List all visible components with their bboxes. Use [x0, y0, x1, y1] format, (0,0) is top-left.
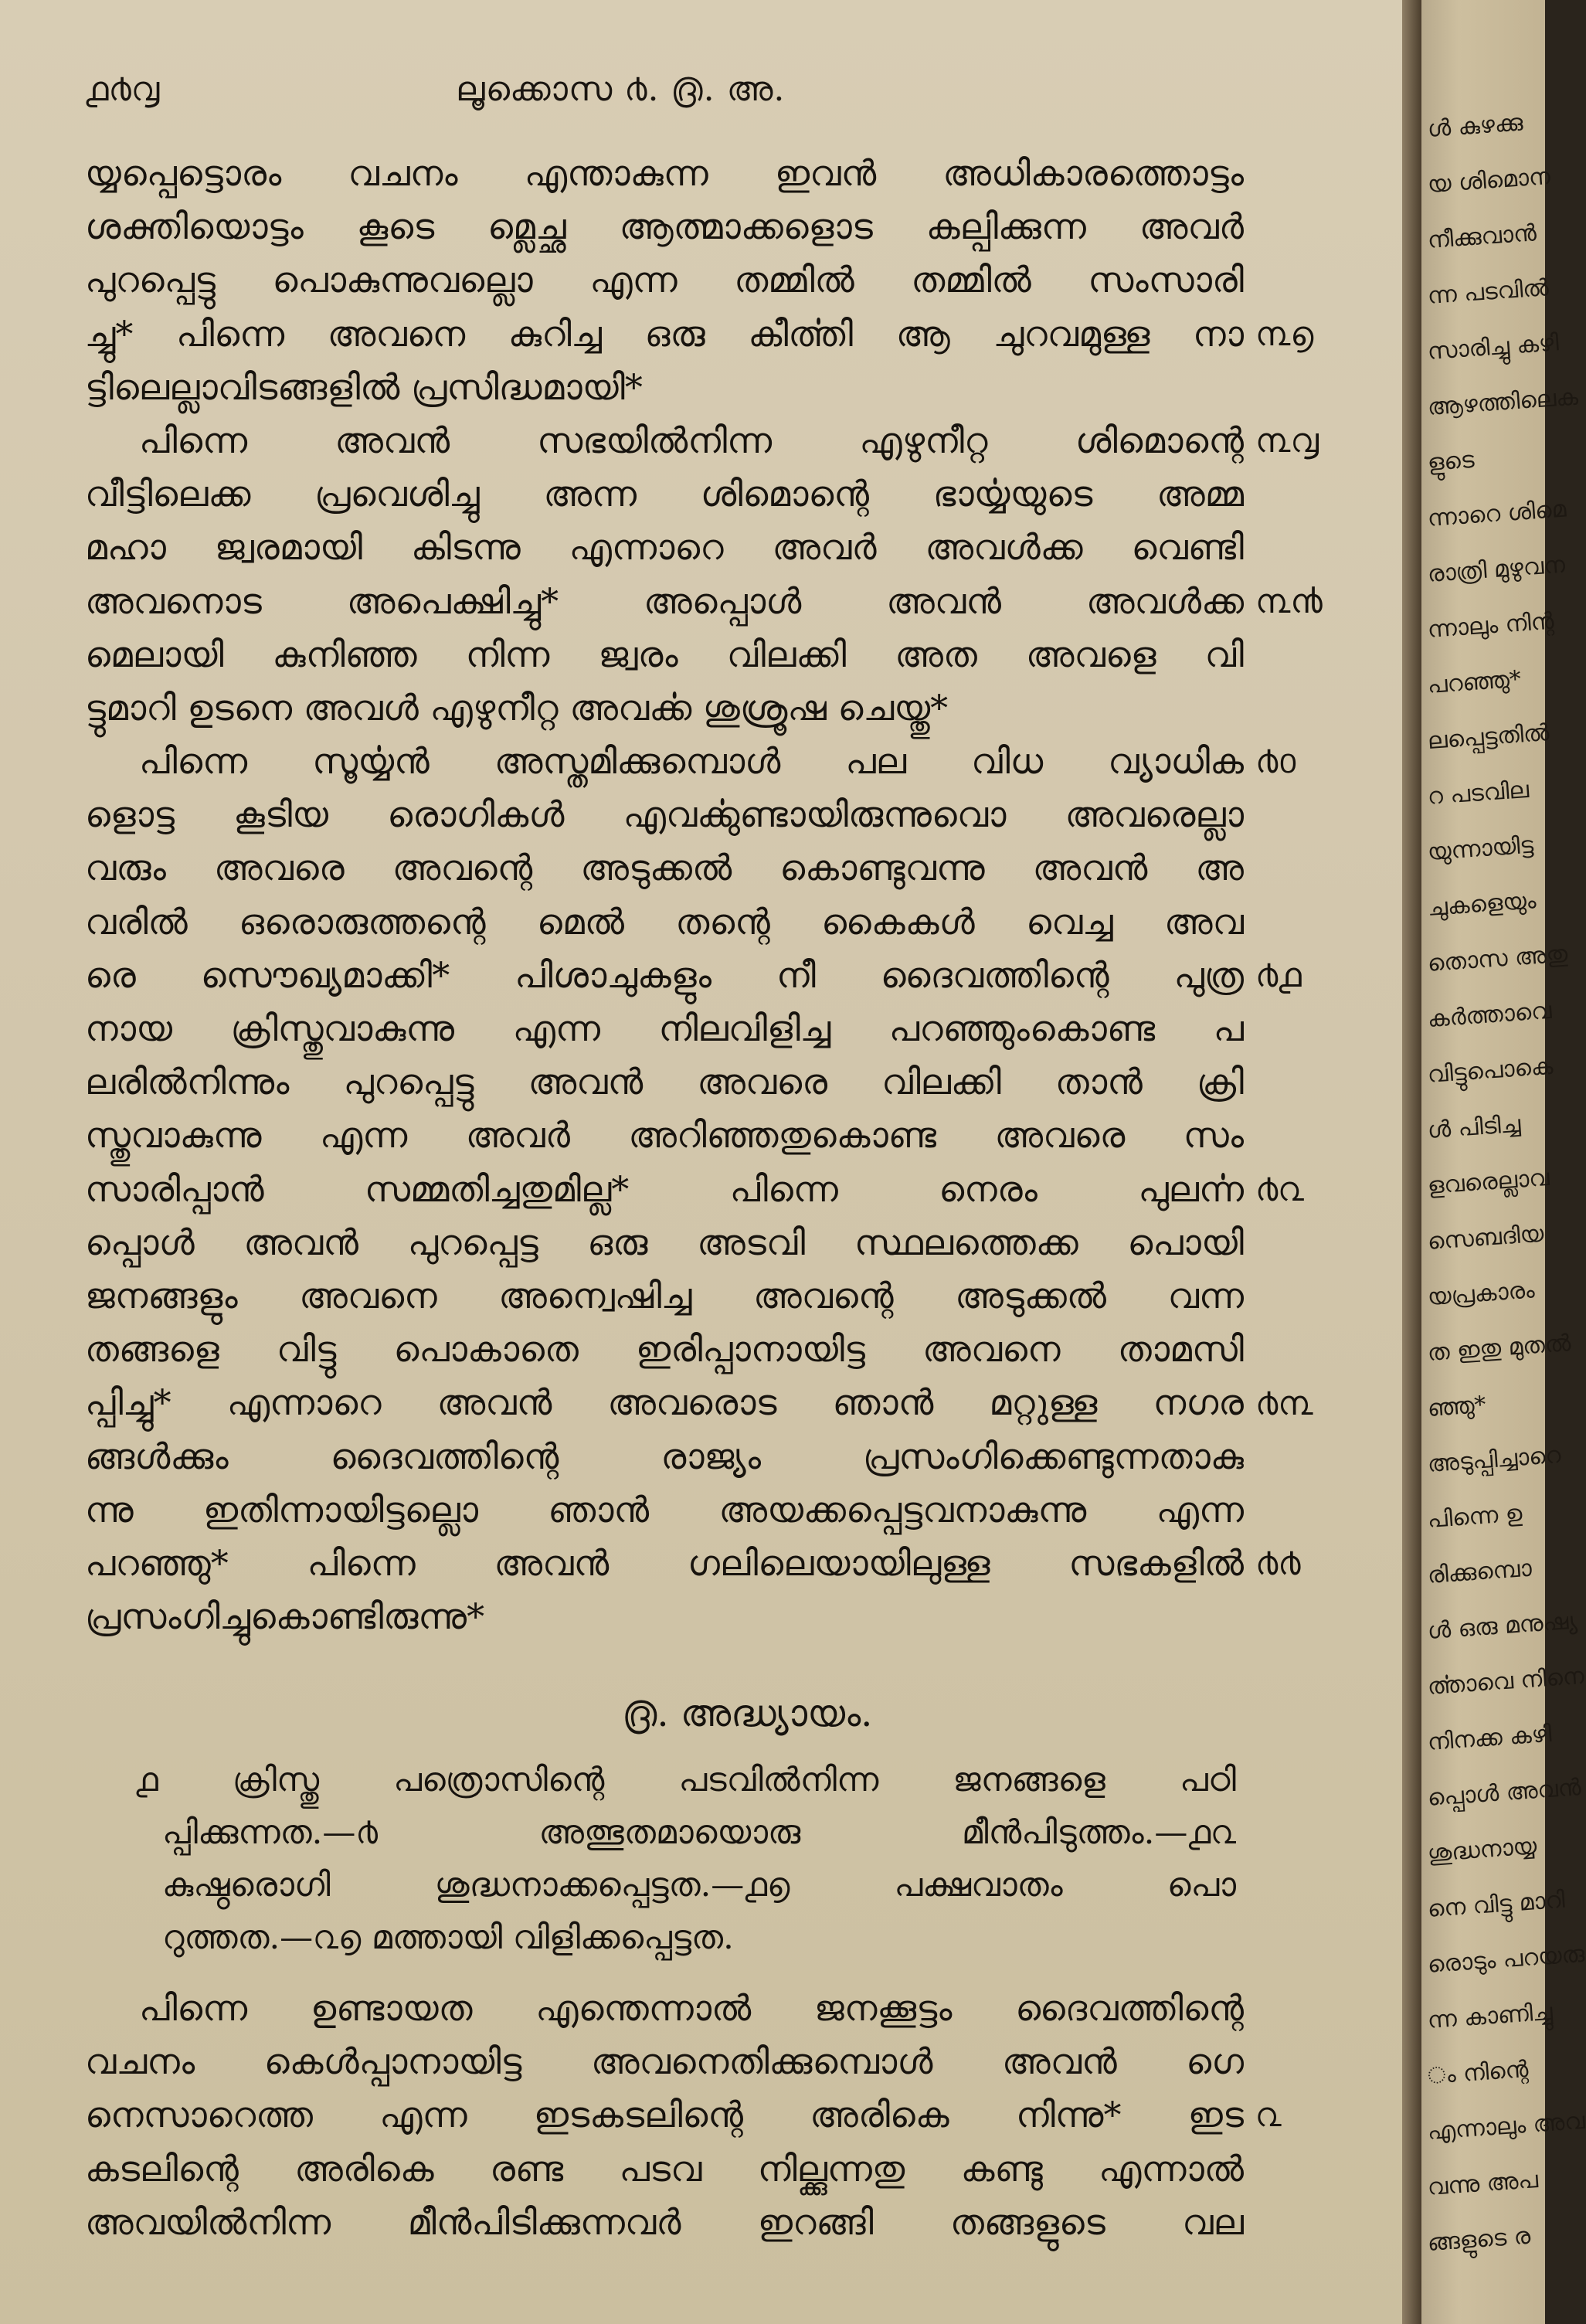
- facing-page-fragment: ന്ന കാണിച്ചു: [1426, 1998, 1554, 2034]
- text-line: ളൊട്ട കൂടിയ രൊഗികൾ എവൎക്കുണ്ടായിരുന്നുവൊ അവരെല്ലാ: [85, 793, 1244, 836]
- facing-page-fragment: സാരിച്ചു കഴി: [1426, 329, 1560, 365]
- text-line: ങ്ങൾക്കും ദൈവത്തിന്റെ രാജ്യം പ്രസംഗിക്കെണ്ടുന്നതാകു: [85, 1435, 1244, 1477]
- facing-page-fragment: ന്നാറെ ശിമെ: [1426, 495, 1567, 532]
- text-line: പ്പിച്ചു* എന്നാറെ അവൻ അവരൊട ഞാൻ മറ്റുള്ള നഗര: [85, 1381, 1244, 1424]
- text-line: വീട്ടിലെക്ക പ്രവെശിച്ചു അന്ന ശിമൊന്റെ ഭാൎയ്യയുടെ അമ്മ: [85, 473, 1244, 515]
- facing-page-fragment: ന്ന പടവിൽ: [1426, 274, 1550, 310]
- summary-line: ൧ ക്രിസ്തു പത്രൊസിന്റെ പടവിൽനിന്ന ജനങ്ങളെ പഠി: [135, 1761, 1236, 1799]
- text-line: ലരിൽനിന്നും പുറപ്പെട്ടു അവൻ അവരെ വിലക്കി താൻ ക്രി: [85, 1061, 1244, 1103]
- facing-page-fragment: ത ഇതു മുതൽ: [1426, 1330, 1572, 1367]
- facing-page-fragment: ൾ കുഴക്കു: [1426, 109, 1524, 143]
- summary-line: റുത്തത.—൨൭ മത്തായി വിളിക്കപ്പെട്ടത.: [162, 1918, 734, 1957]
- text-line: പ്പൊൾ അവൻ പുറപ്പെട്ട ഒരു അടവി സ്ഥലത്തെക്ക പൊയി: [85, 1221, 1244, 1263]
- facing-page-fragment: വന്നു അപ: [1426, 2166, 1540, 2201]
- body-text: [85, 147, 1323, 1643]
- facing-page-fragment: തൊസ അതു: [1426, 940, 1569, 977]
- text-line: ട്ടിലെല്ലാവിടങ്ങളിൽ പ്രസിദ്ധമായി*: [85, 365, 643, 408]
- text-line: പ്രസംഗിച്ചുകൊണ്ടിരുന്നു*: [85, 1595, 485, 1638]
- text-line: പിന്നെ സൂൎയ്യൻ അസ്തമിക്കുമ്പൊൾ പല വിധ വ്യാധിക: [139, 740, 1244, 783]
- text-line: സാരിപ്പാൻ സമ്മതിച്ചതുമില്ല* പിന്നെ നെരം പുലൎന്ന: [85, 1167, 1244, 1210]
- summary-line: കുഷ്ഠരൊഗി ശുദ്ധനാക്കപ്പെട്ടത.—൧൭ പക്ഷവാതം പൊ: [162, 1866, 1236, 1904]
- text-line: രെ സൌഖ്യമാക്കി* പിശാചുകളും നീ ദൈവത്തിന്റെ പുത്ര: [85, 953, 1244, 996]
- text-line: കടലിന്റെ അരികെ രണ്ട പടവ നില്ക്കുന്നതു കണ്ടു എന്നാൽ: [85, 2147, 1244, 2190]
- verse-number: ൪൧: [1255, 956, 1302, 995]
- chapter-summary: [135, 1754, 1236, 1964]
- verse-number: ൩൭: [1255, 314, 1314, 354]
- facing-page-fragment: ൎത്താവെ നിനെ: [1426, 1662, 1585, 1701]
- verse-number: ൩൮: [1255, 421, 1319, 460]
- running-head: [0, 70, 1402, 116]
- body-text-continued: [85, 1982, 1282, 2249]
- text-line: പുറപ്പെട്ടു പൊകുന്നുവല്ലൊ എന്ന തമ്മിൽ തമ്മിൽ സംസാരി: [85, 259, 1244, 301]
- text-line: മഹാ ജ്വരമായി കിടന്നു എന്നാറെ അവർ അവൾക്ക വെണ്ടി: [85, 526, 1244, 569]
- text-line: സ്തുവാകുന്നു എന്ന അവർ അറിഞ്ഞതുകൊണ്ട അവരെ സം: [85, 1114, 1244, 1157]
- facing-page-fragment: രിക്കുമ്പൊ: [1426, 1554, 1533, 1589]
- facing-page-fragment: ഞ്ഞു*: [1426, 1391, 1487, 1422]
- facing-page-fragment: ന്നാലും നിന്റ: [1426, 607, 1555, 644]
- verse-number: ൩൯: [1255, 581, 1323, 621]
- text-line: അവയിൽനിന്ന മീൻപിടിക്കുന്നവർ ഇറങ്ങി തങ്ങളുടെ വല: [85, 2200, 1244, 2243]
- chapter-heading: ൫. അദ്ധ്യായം.: [622, 1692, 873, 1735]
- facing-page-fragment: രാത്രി മുഴുവന: [1426, 551, 1567, 588]
- book-gutter: [1402, 0, 1421, 2324]
- text-line: തങ്ങളെ വിട്ടു പൊകാതെ ഇരിപ്പാനായിട്ട അവനെ താമസി: [85, 1328, 1244, 1371]
- verse-number: ൪൪: [1255, 1544, 1301, 1584]
- text-line: ട്ടുമാറി ഉടനെ അവൾ എഴുനീറ്റ അവൎക്ക ശുശ്രൂഷ ചെയ്തു*: [85, 686, 949, 729]
- facing-page-fragment: ങ്ങളുടെ ര: [1426, 2222, 1532, 2257]
- text-line: അവനൊട അപെക്ഷിച്ചു* അപ്പൊൾ അവൻ അവൾക്ക: [85, 579, 1244, 622]
- facing-page-fragment: പിന്നെ ഉ: [1426, 1500, 1523, 1534]
- text-line: മെലായി കുനിഞ്ഞ നിന്ന ജ്വരം വിലക്കി അത അവളെ വി: [85, 633, 1244, 675]
- text-line: പറഞ്ഞു* പിന്നെ അവൻ ഗലിലെയായിലുള്ള സഭകളിൽ: [85, 1541, 1244, 1584]
- verse-number: ൪൦: [1255, 742, 1296, 782]
- facing-page-fragment: റ പടവില: [1426, 776, 1530, 810]
- text-line: യ്യപ്പെട്ടൊരം വചനം എന്താകുന്ന ഇവൻ അധികാരത്തൊട്ടം: [85, 152, 1244, 194]
- page-number: ൧൪൮: [85, 70, 160, 109]
- facing-page-fragment: ചുകളെയും: [1426, 887, 1537, 922]
- facing-page-fragment: ആഴത്തിലെക: [1426, 383, 1579, 421]
- text-line: പിന്നെ അവൻ സഭയിൽനിന്ന എഴുനീറ്റ ശിമൊന്റെ: [139, 419, 1244, 461]
- verse-number: ൨: [1255, 2095, 1282, 2135]
- facing-page-edge: [1421, 0, 1586, 2324]
- text-line: ശക്തിയൊട്ടം കൂടെ മ്ലെച്ഛ ആത്മാക്കളൊട കല്പിക്കുന്ന അവർ: [85, 206, 1244, 248]
- text-line: നെസാറെത്ത എന്ന ഇടകടലിന്റെ അരികെ നിന്നു* ഇട: [85, 2094, 1244, 2136]
- text-line: പിന്നെ ഉണ്ടായത എന്തെന്നാൽ ജനക്കൂട്ടം ദൈവത്തിന്റെ: [139, 1987, 1244, 2029]
- facing-page-fragment: ം നിന്റെ: [1426, 2055, 1530, 2090]
- text-line: ജനങ്ങളും അവനെ അന്വെഷിച്ച അവന്റെ അടുക്കൽ വന്ന: [85, 1274, 1244, 1317]
- facing-page-fragment: നീക്കുവാൻ: [1426, 219, 1537, 254]
- text-line: ച്ചു* പിന്നെ അവനെ കുറിച്ച ഒരു കീൎത്തി ആ ചുറവമുള്ള നാ: [85, 312, 1244, 355]
- text-line: വചനം കെൾപ്പാനായിട്ട അവനെതിക്കുമ്പൊൾ അവൻ ഗെ: [85, 2040, 1244, 2083]
- facing-page-fragment: ൾ ഒരു മനുഷ്യ: [1426, 1607, 1578, 1645]
- text-line: ന്നു ഇതിന്നായിട്ടല്ലൊ ഞാൻ അയക്കപ്പെട്ടവനാകുന്നു എന്ന: [85, 1488, 1244, 1531]
- facing-page-fragment: നെ വിട്ടു മാറി: [1426, 1886, 1566, 1923]
- facing-page-fragment: അടുപ്പിച്ചാറെ: [1426, 1441, 1562, 1478]
- facing-page-fragment: ലപ്പെട്ടതിൽ: [1426, 719, 1550, 755]
- facing-page-fragment: പ്പൊൾ അവൻ: [1426, 1774, 1582, 1812]
- facing-page-fragment: ൾ പിടിച്ച: [1426, 1110, 1522, 1144]
- text-line: വരിൽ ഒരൊരുത്തന്റെ മെൽ തന്റെ കൈകൾ വെച്ച അവ: [85, 900, 1244, 943]
- facing-page-fragment: രൊടും പറയരു: [1426, 1940, 1586, 1979]
- verse-number: ൪൩: [1255, 1383, 1313, 1423]
- facing-page-fragment: ളുടെ: [1426, 446, 1476, 477]
- facing-page-fragment: സെബദിയ: [1426, 1220, 1545, 1255]
- summary-line: പ്പിക്കുന്നത.—൪ അത്ഭുതമായൊരു മീൻപിടുത്തം.—൧൨: [162, 1813, 1236, 1852]
- running-title: ലൂക്കൊസ ൪. ൫. അ.: [456, 70, 786, 109]
- facing-page-fragment: പറഞ്ഞു*: [1426, 665, 1523, 699]
- facing-page-fragment: കർത്താവെ: [1426, 997, 1553, 1033]
- facing-page-fragment: നിനക്ക കഴി: [1426, 1720, 1553, 1756]
- facing-page-fragment: യ ശിമൊന: [1426, 162, 1551, 199]
- facing-page-fragment: ളവരെല്ലാവ: [1426, 1164, 1550, 1200]
- facing-page-fragment: എന്നാലും അവ: [1426, 2107, 1586, 2146]
- facing-page-fragment: യുന്നായിട്ട: [1426, 831, 1535, 866]
- facing-page-fragment: യപ്രകാരം: [1426, 1276, 1536, 1311]
- facing-page-fragment: വിട്ടുപൊകെ: [1426, 1052, 1554, 1089]
- text-line: നായ ക്രിസ്തുവാകുന്നു എന്ന നിലവിളിച്ച പറഞ്ഞുംകൊണ്ട പ: [85, 1007, 1244, 1049]
- text-line: വരും അവരെ അവന്റെ അടുക്കൽ കൊണ്ടുവന്നു അവൻ അ: [85, 847, 1244, 889]
- facing-page-fragment: ശുദ്ധനായ്യ: [1426, 1833, 1538, 1867]
- verse-number: ൪൨: [1255, 1169, 1304, 1209]
